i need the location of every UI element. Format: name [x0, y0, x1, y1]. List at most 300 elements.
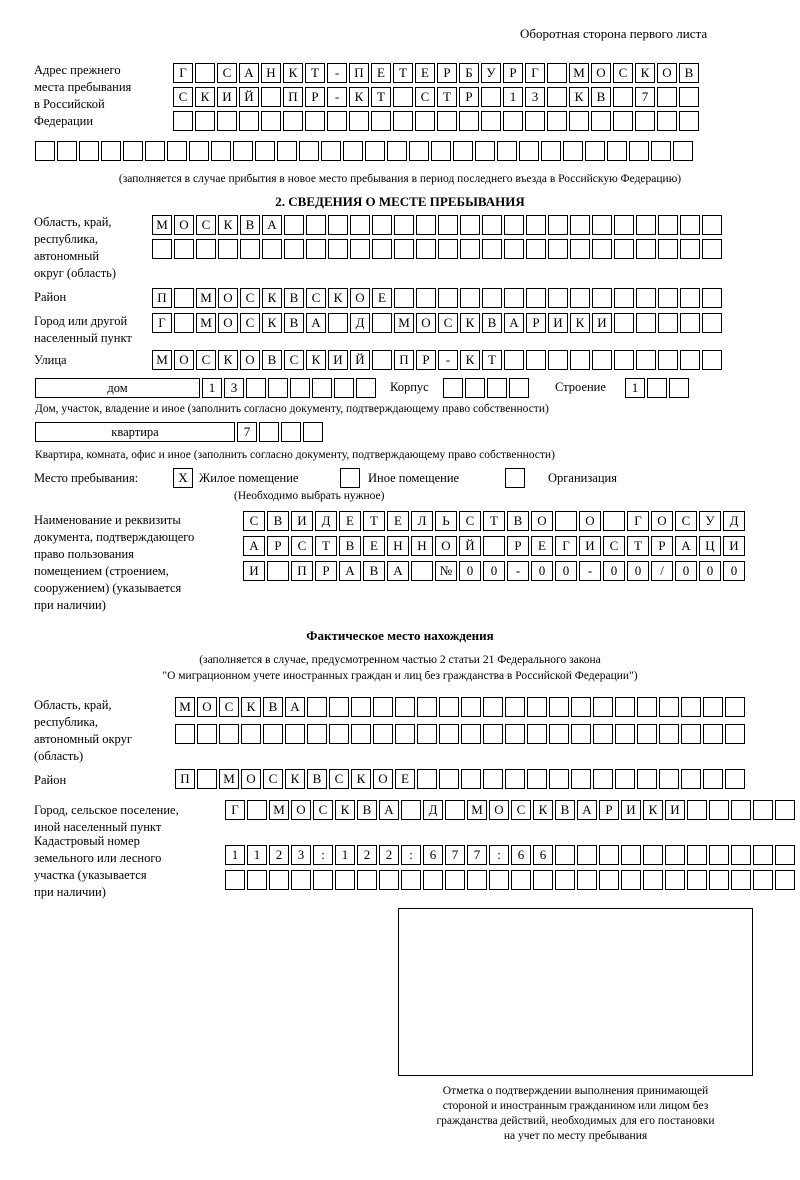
char-cell[interactable]: [283, 111, 303, 131]
char-cell[interactable]: [467, 870, 487, 890]
char-cell[interactable]: [753, 870, 773, 890]
char-cell[interactable]: [687, 870, 707, 890]
char-cell[interactable]: [555, 870, 575, 890]
char-cell[interactable]: О: [240, 350, 260, 370]
char-cell[interactable]: [503, 111, 523, 131]
char-cell[interactable]: [593, 724, 613, 744]
char-cell[interactable]: [415, 111, 435, 131]
char-cell[interactable]: [196, 239, 216, 259]
char-cell[interactable]: [431, 141, 451, 161]
char-cell[interactable]: К: [195, 87, 215, 107]
char-cell[interactable]: Т: [437, 87, 457, 107]
section2-district-row[interactable]: [152, 288, 722, 308]
place-type-checkbox-other[interactable]: [340, 468, 360, 488]
char-cell[interactable]: [703, 697, 723, 717]
char-cell[interactable]: С: [603, 536, 625, 556]
char-cell[interactable]: К: [635, 63, 655, 83]
char-cell[interactable]: [349, 111, 369, 131]
char-cell[interactable]: К: [283, 63, 303, 83]
char-cell[interactable]: Т: [482, 350, 502, 370]
char-cell[interactable]: [775, 870, 795, 890]
char-cell[interactable]: [459, 111, 479, 131]
char-cell[interactable]: И: [328, 350, 348, 370]
char-cell[interactable]: [505, 697, 525, 717]
char-cell[interactable]: [255, 141, 275, 161]
char-cell[interactable]: [614, 313, 634, 333]
char-cell[interactable]: [439, 697, 459, 717]
char-cell[interactable]: [702, 215, 722, 235]
char-cell[interactable]: [218, 239, 238, 259]
char-cell[interactable]: 0: [459, 561, 481, 581]
char-cell[interactable]: В: [307, 769, 327, 789]
char-cell[interactable]: О: [197, 697, 217, 717]
char-cell[interactable]: [702, 239, 722, 259]
char-cell[interactable]: Р: [416, 350, 436, 370]
char-cell[interactable]: [592, 288, 612, 308]
char-cell[interactable]: Н: [261, 63, 281, 83]
char-cell[interactable]: 2: [379, 845, 399, 865]
char-cell[interactable]: [570, 215, 590, 235]
char-cell[interactable]: И: [621, 800, 641, 820]
char-cell[interactable]: [417, 697, 437, 717]
char-cell[interactable]: Е: [371, 63, 391, 83]
char-cell[interactable]: [305, 111, 325, 131]
char-cell[interactable]: [637, 724, 657, 744]
char-cell[interactable]: -: [327, 87, 347, 107]
char-cell[interactable]: Й: [459, 536, 481, 556]
char-cell[interactable]: Д: [315, 511, 337, 531]
char-cell[interactable]: С: [329, 769, 349, 789]
char-cell[interactable]: [571, 769, 591, 789]
char-cell[interactable]: 0: [699, 561, 721, 581]
char-cell[interactable]: [195, 63, 215, 83]
char-cell[interactable]: В: [591, 87, 611, 107]
char-cell[interactable]: [306, 215, 326, 235]
char-cell[interactable]: [241, 724, 261, 744]
char-cell[interactable]: [197, 724, 217, 744]
char-cell[interactable]: 0: [555, 561, 577, 581]
char-cell[interactable]: 7: [445, 845, 465, 865]
char-cell[interactable]: [527, 697, 547, 717]
char-cell[interactable]: [635, 111, 655, 131]
char-cell[interactable]: [483, 769, 503, 789]
char-cell[interactable]: [262, 239, 282, 259]
char-cell[interactable]: [443, 378, 463, 398]
char-cell[interactable]: В: [263, 697, 283, 717]
section2-region-row-1[interactable]: [152, 215, 722, 235]
char-cell[interactable]: [167, 141, 187, 161]
char-cell[interactable]: [775, 800, 795, 820]
char-cell[interactable]: К: [285, 769, 305, 789]
char-cell[interactable]: [613, 87, 633, 107]
char-cell[interactable]: С: [613, 63, 633, 83]
char-cell[interactable]: В: [363, 561, 385, 581]
char-cell[interactable]: И: [665, 800, 685, 820]
char-cell[interactable]: [307, 697, 327, 717]
char-cell[interactable]: [211, 141, 231, 161]
char-cell[interactable]: Е: [339, 511, 361, 531]
char-cell[interactable]: С: [675, 511, 697, 531]
cadastral-row-2[interactable]: [225, 870, 795, 890]
char-cell[interactable]: 3: [525, 87, 545, 107]
char-cell[interactable]: 0: [603, 561, 625, 581]
char-cell[interactable]: [267, 561, 289, 581]
char-cell[interactable]: О: [373, 769, 393, 789]
char-cell[interactable]: А: [675, 536, 697, 556]
char-cell[interactable]: [659, 697, 679, 717]
char-cell[interactable]: [577, 845, 597, 865]
char-cell[interactable]: [416, 239, 436, 259]
char-cell[interactable]: [509, 378, 529, 398]
char-cell[interactable]: Р: [503, 63, 523, 83]
char-cell[interactable]: [527, 724, 547, 744]
char-cell[interactable]: К: [460, 350, 480, 370]
char-cell[interactable]: [225, 870, 245, 890]
char-cell[interactable]: [123, 141, 143, 161]
char-cell[interactable]: [284, 239, 304, 259]
char-cell[interactable]: [615, 724, 635, 744]
char-cell[interactable]: С: [219, 697, 239, 717]
char-cell[interactable]: [394, 215, 414, 235]
char-cell[interactable]: [526, 239, 546, 259]
char-cell[interactable]: О: [416, 313, 436, 333]
char-cell[interactable]: [731, 845, 751, 865]
char-cell[interactable]: Н: [387, 536, 409, 556]
char-cell[interactable]: [541, 141, 561, 161]
char-cell[interactable]: Р: [526, 313, 546, 333]
char-cell[interactable]: [263, 724, 283, 744]
char-cell[interactable]: О: [531, 511, 553, 531]
char-cell[interactable]: 0: [483, 561, 505, 581]
char-cell[interactable]: [548, 288, 568, 308]
cadastral-row-1[interactable]: [225, 845, 795, 865]
char-cell[interactable]: А: [379, 800, 399, 820]
char-cell[interactable]: [607, 141, 627, 161]
char-cell[interactable]: [636, 288, 656, 308]
char-cell[interactable]: К: [262, 288, 282, 308]
char-cell[interactable]: Й: [239, 87, 259, 107]
section2-street-row[interactable]: [152, 350, 722, 370]
char-cell[interactable]: [636, 215, 656, 235]
char-cell[interactable]: К: [351, 769, 371, 789]
char-cell[interactable]: [281, 422, 301, 442]
char-cell[interactable]: [329, 724, 349, 744]
char-cell[interactable]: 0: [627, 561, 649, 581]
char-cell[interactable]: У: [699, 511, 721, 531]
char-cell[interactable]: [35, 141, 55, 161]
char-cell[interactable]: 1: [503, 87, 523, 107]
char-cell[interactable]: [328, 215, 348, 235]
char-cell[interactable]: Р: [651, 536, 673, 556]
char-cell[interactable]: [504, 288, 524, 308]
char-cell[interactable]: С: [313, 800, 333, 820]
char-cell[interactable]: [571, 724, 591, 744]
char-cell[interactable]: :: [489, 845, 509, 865]
char-cell[interactable]: [547, 87, 567, 107]
char-cell[interactable]: [570, 350, 590, 370]
char-cell[interactable]: [438, 288, 458, 308]
char-cell[interactable]: -: [438, 350, 458, 370]
char-cell[interactable]: [307, 724, 327, 744]
char-cell[interactable]: [261, 111, 281, 131]
char-cell[interactable]: [409, 141, 429, 161]
char-cell[interactable]: /: [651, 561, 673, 581]
char-cell[interactable]: М: [152, 215, 172, 235]
char-cell[interactable]: [681, 769, 701, 789]
char-cell[interactable]: К: [460, 313, 480, 333]
char-cell[interactable]: [461, 697, 481, 717]
char-cell[interactable]: О: [291, 800, 311, 820]
char-cell[interactable]: [174, 313, 194, 333]
char-cell[interactable]: [591, 111, 611, 131]
char-cell[interactable]: [439, 769, 459, 789]
char-cell[interactable]: [239, 111, 259, 131]
char-cell[interactable]: [621, 870, 641, 890]
char-cell[interactable]: Т: [371, 87, 391, 107]
char-cell[interactable]: М: [152, 350, 172, 370]
char-cell[interactable]: [423, 870, 443, 890]
char-cell[interactable]: [174, 288, 194, 308]
char-cell[interactable]: [482, 288, 502, 308]
char-cell[interactable]: В: [267, 511, 289, 531]
char-cell[interactable]: К: [569, 87, 589, 107]
char-cell[interactable]: С: [511, 800, 531, 820]
section2-region-row-2[interactable]: [152, 239, 722, 259]
char-cell[interactable]: [328, 313, 348, 333]
char-cell[interactable]: [637, 697, 657, 717]
char-cell[interactable]: У: [481, 63, 501, 83]
char-cell[interactable]: К: [533, 800, 553, 820]
char-cell[interactable]: [603, 511, 625, 531]
char-cell[interactable]: [687, 845, 707, 865]
char-cell[interactable]: [563, 141, 583, 161]
char-cell[interactable]: Д: [350, 313, 370, 333]
char-cell[interactable]: 1: [225, 845, 245, 865]
char-cell[interactable]: [679, 111, 699, 131]
char-cell[interactable]: [657, 111, 677, 131]
char-cell[interactable]: [372, 313, 392, 333]
char-cell[interactable]: Т: [363, 511, 385, 531]
char-cell[interactable]: Р: [437, 63, 457, 83]
char-cell[interactable]: [659, 724, 679, 744]
char-cell[interactable]: [487, 378, 507, 398]
char-cell[interactable]: [483, 697, 503, 717]
char-cell[interactable]: [658, 313, 678, 333]
char-cell[interactable]: С: [243, 511, 265, 531]
char-cell[interactable]: [569, 111, 589, 131]
char-cell[interactable]: [173, 111, 193, 131]
char-cell[interactable]: [669, 378, 689, 398]
char-cell[interactable]: К: [262, 313, 282, 333]
section2-city-row[interactable]: [152, 313, 722, 333]
char-cell[interactable]: С: [173, 87, 193, 107]
char-cell[interactable]: 3: [291, 845, 311, 865]
char-cell[interactable]: С: [438, 313, 458, 333]
char-cell[interactable]: [197, 769, 217, 789]
char-cell[interactable]: 6: [423, 845, 443, 865]
char-cell[interactable]: [343, 141, 363, 161]
char-cell[interactable]: А: [239, 63, 259, 83]
char-cell[interactable]: [497, 141, 517, 161]
char-cell[interactable]: П: [175, 769, 195, 789]
char-cell[interactable]: [152, 239, 172, 259]
char-cell[interactable]: К: [335, 800, 355, 820]
char-cell[interactable]: [731, 800, 751, 820]
char-cell[interactable]: О: [350, 288, 370, 308]
char-cell[interactable]: Г: [627, 511, 649, 531]
char-cell[interactable]: [481, 111, 501, 131]
char-cell[interactable]: [460, 215, 480, 235]
actual-region-row-1[interactable]: [175, 697, 745, 717]
char-cell[interactable]: К: [241, 697, 261, 717]
char-cell[interactable]: П: [349, 63, 369, 83]
document-row-1[interactable]: [243, 511, 745, 531]
char-cell[interactable]: О: [651, 511, 673, 531]
char-cell[interactable]: [651, 141, 671, 161]
char-cell[interactable]: [247, 870, 267, 890]
char-cell[interactable]: [673, 141, 693, 161]
char-cell[interactable]: [387, 141, 407, 161]
char-cell[interactable]: :: [313, 845, 333, 865]
char-cell[interactable]: Н: [411, 536, 433, 556]
char-cell[interactable]: В: [357, 800, 377, 820]
char-cell[interactable]: О: [174, 350, 194, 370]
char-cell[interactable]: [268, 378, 288, 398]
char-cell[interactable]: [489, 870, 509, 890]
char-cell[interactable]: К: [570, 313, 590, 333]
char-cell[interactable]: [614, 288, 634, 308]
char-cell[interactable]: И: [243, 561, 265, 581]
char-cell[interactable]: О: [218, 288, 238, 308]
char-cell[interactable]: [483, 536, 505, 556]
char-cell[interactable]: О: [591, 63, 611, 83]
char-cell[interactable]: [438, 239, 458, 259]
char-cell[interactable]: 7: [635, 87, 655, 107]
char-cell[interactable]: М: [269, 800, 289, 820]
char-cell[interactable]: А: [243, 536, 265, 556]
char-cell[interactable]: [277, 141, 297, 161]
char-cell[interactable]: [592, 215, 612, 235]
char-cell[interactable]: [636, 313, 656, 333]
char-cell[interactable]: С: [196, 350, 216, 370]
char-cell[interactable]: [481, 87, 501, 107]
char-cell[interactable]: С: [217, 63, 237, 83]
char-cell[interactable]: [416, 215, 436, 235]
char-cell[interactable]: [461, 769, 481, 789]
char-cell[interactable]: [79, 141, 99, 161]
char-cell[interactable]: [379, 870, 399, 890]
char-cell[interactable]: [709, 800, 729, 820]
char-cell[interactable]: Р: [267, 536, 289, 556]
char-cell[interactable]: [306, 239, 326, 259]
char-cell[interactable]: [636, 350, 656, 370]
char-cell[interactable]: 1: [247, 845, 267, 865]
char-cell[interactable]: А: [339, 561, 361, 581]
char-cell[interactable]: [585, 141, 605, 161]
char-cell[interactable]: И: [217, 87, 237, 107]
char-cell[interactable]: [321, 141, 341, 161]
char-cell[interactable]: [526, 350, 546, 370]
char-cell[interactable]: М: [569, 63, 589, 83]
char-cell[interactable]: [680, 215, 700, 235]
char-cell[interactable]: П: [283, 87, 303, 107]
char-cell[interactable]: К: [349, 87, 369, 107]
char-cell[interactable]: [461, 724, 481, 744]
char-cell[interactable]: И: [291, 511, 313, 531]
char-cell[interactable]: [217, 111, 237, 131]
char-cell[interactable]: [291, 870, 311, 890]
char-cell[interactable]: [593, 769, 613, 789]
char-cell[interactable]: А: [577, 800, 597, 820]
char-cell[interactable]: [401, 800, 421, 820]
char-cell[interactable]: [373, 724, 393, 744]
char-cell[interactable]: [417, 769, 437, 789]
char-cell[interactable]: С: [291, 536, 313, 556]
char-cell[interactable]: Т: [315, 536, 337, 556]
char-cell[interactable]: [614, 215, 634, 235]
char-cell[interactable]: [680, 350, 700, 370]
char-cell[interactable]: [460, 288, 480, 308]
char-cell[interactable]: [335, 870, 355, 890]
char-cell[interactable]: [350, 239, 370, 259]
prev-address-row-4[interactable]: [35, 141, 693, 161]
char-cell[interactable]: [658, 350, 678, 370]
char-cell[interactable]: [665, 845, 685, 865]
char-cell[interactable]: [629, 141, 649, 161]
prev-address-row-2[interactable]: [173, 87, 699, 107]
actual-region-row-2[interactable]: [175, 724, 745, 744]
char-cell[interactable]: [371, 111, 391, 131]
char-cell[interactable]: [445, 870, 465, 890]
char-cell[interactable]: [549, 724, 569, 744]
char-cell[interactable]: [725, 697, 745, 717]
char-cell[interactable]: [475, 141, 495, 161]
char-cell[interactable]: М: [196, 313, 216, 333]
char-cell[interactable]: [775, 845, 795, 865]
char-cell[interactable]: 0: [723, 561, 745, 581]
char-cell[interactable]: С: [306, 288, 326, 308]
char-cell[interactable]: [240, 239, 260, 259]
char-cell[interactable]: [679, 87, 699, 107]
char-cell[interactable]: [373, 697, 393, 717]
char-cell[interactable]: [394, 239, 414, 259]
char-cell[interactable]: М: [394, 313, 414, 333]
char-cell[interactable]: [547, 63, 567, 83]
char-cell[interactable]: А: [262, 215, 282, 235]
char-cell[interactable]: В: [555, 800, 575, 820]
char-cell[interactable]: Б: [459, 63, 479, 83]
char-cell[interactable]: [636, 239, 656, 259]
char-cell[interactable]: [328, 239, 348, 259]
char-cell[interactable]: [643, 870, 663, 890]
char-cell[interactable]: Е: [395, 769, 415, 789]
char-cell[interactable]: Р: [315, 561, 337, 581]
char-cell[interactable]: [504, 239, 524, 259]
char-cell[interactable]: А: [387, 561, 409, 581]
char-cell[interactable]: П: [152, 288, 172, 308]
actual-district-row[interactable]: [175, 769, 745, 789]
char-cell[interactable]: [658, 288, 678, 308]
char-cell[interactable]: [571, 697, 591, 717]
char-cell[interactable]: [615, 697, 635, 717]
char-cell[interactable]: [547, 111, 567, 131]
char-cell[interactable]: 2: [269, 845, 289, 865]
char-cell[interactable]: Т: [393, 63, 413, 83]
char-cell[interactable]: [327, 111, 347, 131]
char-cell[interactable]: [687, 800, 707, 820]
char-cell[interactable]: [351, 724, 371, 744]
char-cell[interactable]: [681, 724, 701, 744]
